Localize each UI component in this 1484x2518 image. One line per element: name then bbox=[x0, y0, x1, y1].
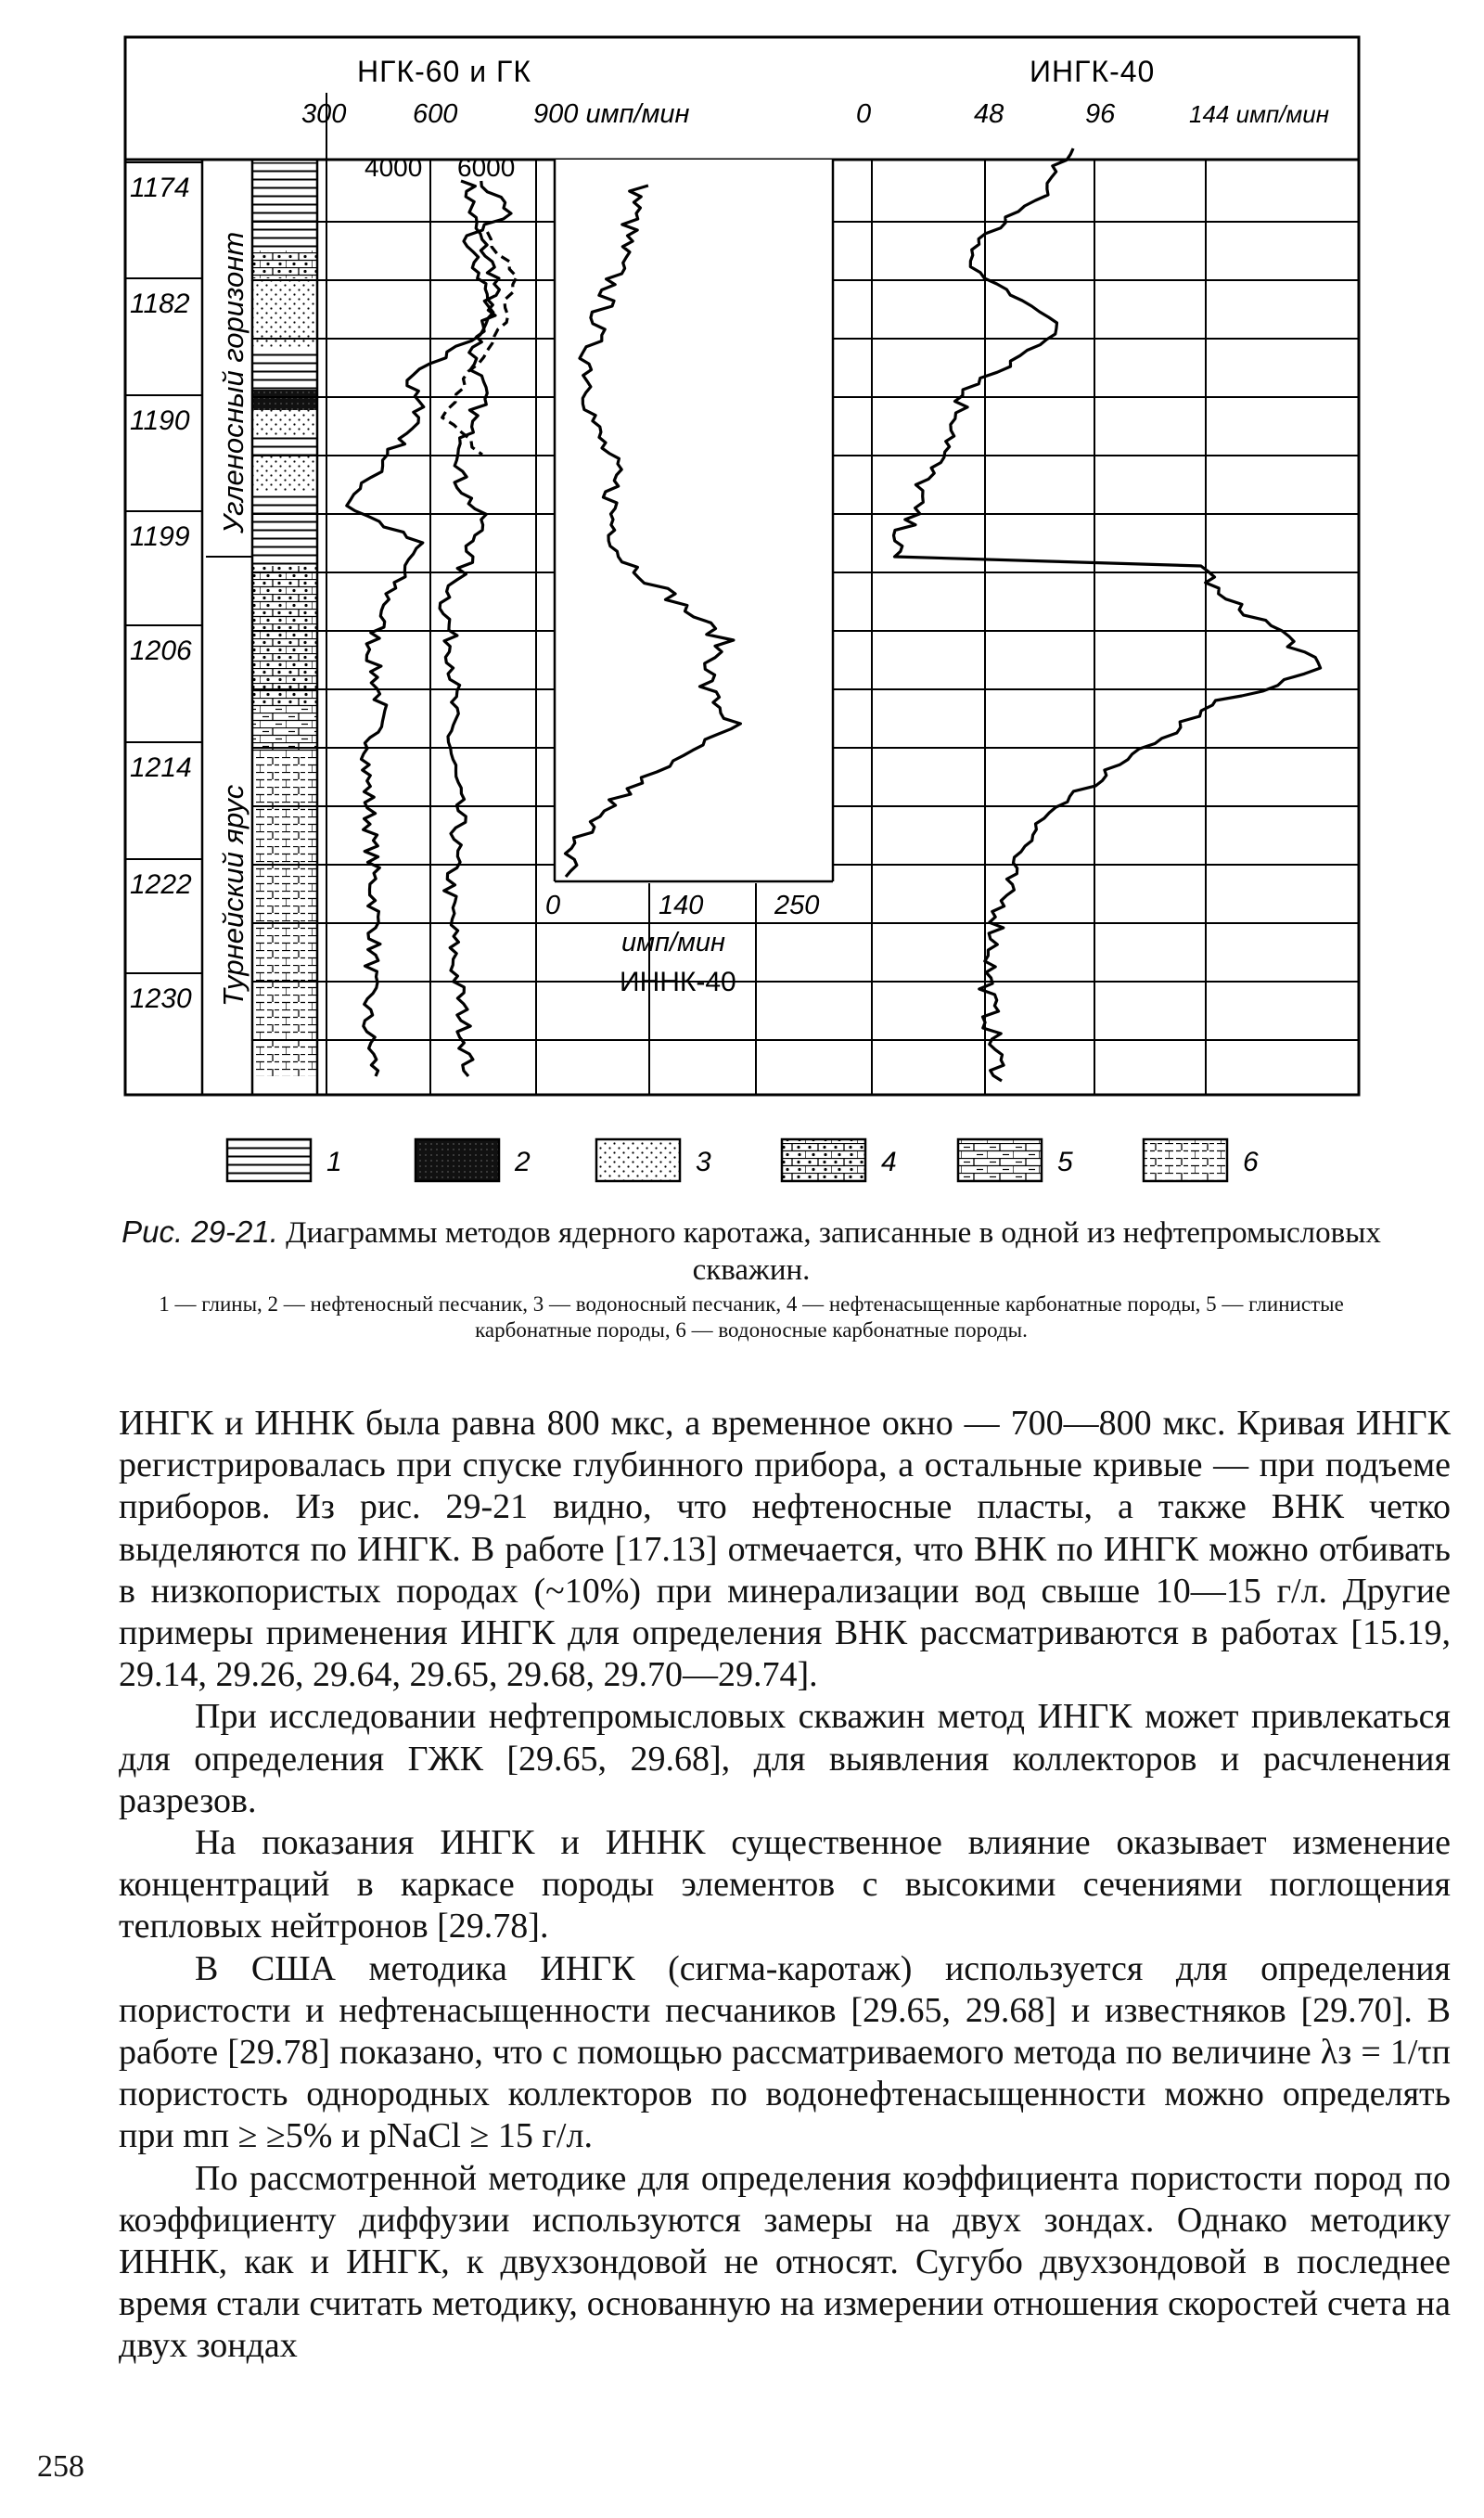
depth-label-1174: 1174 bbox=[130, 173, 190, 203]
header-right: ИНГК-40 bbox=[1030, 55, 1156, 88]
stage-label: Турнейский ярус bbox=[217, 784, 249, 1007]
ingk-40-curve bbox=[894, 148, 1321, 1081]
lithology-column bbox=[252, 160, 317, 1095]
figure-caption bbox=[102, 1214, 1401, 1289]
innk-units: имп/мин bbox=[621, 928, 725, 957]
depth-label-1206: 1206 bbox=[130, 636, 192, 666]
scale-left-600: 600 bbox=[413, 99, 458, 129]
legend-swatch-2 bbox=[416, 1139, 499, 1181]
paragraph-2: При исследовании нефтепромысловых скважин метод ИНГК может привлекаться для определения ГЖК [29.65, 29.68], для выявления коллекторов и расчленения разрезов. bbox=[119, 1697, 1451, 1820]
scale-right-96: 96 bbox=[1085, 99, 1116, 129]
legend-swatch-1 bbox=[227, 1139, 311, 1181]
inner-scale-6000: 6000 bbox=[457, 153, 516, 182]
innk-label: ИННК-40 bbox=[620, 967, 736, 997]
depth-label-1190: 1190 bbox=[130, 405, 190, 436]
legend-swatch-5 bbox=[958, 1139, 1042, 1181]
scale-left-900: 900 имп/мин bbox=[533, 99, 690, 129]
legend-label-5: 5 bbox=[1057, 1147, 1073, 1177]
legend-label-4: 4 bbox=[881, 1147, 897, 1177]
scale-left-300: 300 bbox=[301, 99, 347, 129]
page-number: 258 bbox=[37, 2449, 84, 2484]
paragraph-3: На показания ИНГК и ИННК существенное влияние оказывает изменение концентраций в каркасе породы элементов с высокими сечениями поглощения тепловых нейтронов [29.78]. bbox=[119, 1823, 1451, 1946]
scale-right-144: 144 имп/мин bbox=[1189, 100, 1330, 128]
figure-legend-text: 1 — глины, 2 — нефтеносный песчаник, 3 — водоносный песчаник, 4 — нефтенасыщенные карбонатные породы, 5 — глинистые карбонатные породы, 6 — водоносные карбонатные породы. bbox=[159, 1292, 1344, 1342]
legend-label-2: 2 bbox=[515, 1147, 531, 1177]
paragraph-5: По рассмотренной методике для определения коэффициента пористости пород по коэффициенту диффузии используются замеры на двух зондах. Однако методику ИННК, как и ИНГК, к двухзондовой не относят. Сугубо двухзондовой в последнее время стали считать методику, основанную на измерении отношения скоростей счета на двух зондах bbox=[119, 2158, 1451, 2366]
figure-number: Рис. 29-21. bbox=[122, 1214, 278, 1249]
figure-title: Диаграммы методов ядерного каротажа, записанные в одной из нефтепромысловых скважин. bbox=[286, 1216, 1381, 1287]
horizon-label: Угленосный горизонт bbox=[217, 231, 249, 533]
legend-label-1: 1 bbox=[326, 1147, 342, 1177]
legend-label-6: 6 bbox=[1243, 1147, 1259, 1177]
innk-scale-250: 250 bbox=[774, 891, 820, 920]
depth-label-1214: 1214 bbox=[130, 752, 192, 783]
innk-scale-0: 0 bbox=[545, 891, 561, 920]
legend-swatch-3 bbox=[596, 1139, 680, 1181]
legend-swatch-4 bbox=[782, 1139, 865, 1181]
depth-label-1199: 1199 bbox=[130, 521, 190, 552]
ngk-60-curve bbox=[347, 181, 500, 1076]
lithology-legend bbox=[227, 1139, 1259, 1181]
legend-label-3: 3 bbox=[696, 1147, 711, 1177]
body-text bbox=[119, 1403, 1451, 2368]
paragraph-1: ИНГК и ИННК была равна 800 мкс, а временное окно — 700—800 мкс. Кривая ИНГК регистрировалась при спуске глубинного прибора, а остальные кривые — при подъеме приборов. Из рис. 29-21 видно, что нефтеносные пласты, а также ВНК четко выделяются по ИНГК. В работе [17.13] отмечается, что ВНК по ИНГК можно отбивать в низкопористых породах (~10%) при минерализации вод свыше 10—15 г/л. Другие примеры применения ИНГК для определения ВНК рассматриваются в работах [15.19, 29.14, 29.26, 29.64, 29.65, 29.68, 29.70—29.74]. bbox=[119, 1404, 1451, 1695]
legend-swatch-6 bbox=[1144, 1139, 1227, 1181]
depth-label-1230: 1230 bbox=[130, 983, 192, 1014]
depth-label-1222: 1222 bbox=[130, 869, 192, 900]
scale-right-48: 48 bbox=[974, 99, 1004, 129]
header-left: НГК-60 и ГК bbox=[357, 55, 531, 88]
paragraph-4: В США методика ИНГК (сигма-каротаж) используется для определения пористости и нефтенасыщенности песчаников [29.65, 29.68] и известняков [29.70]. В работе [29.78] показано, что с помощью рассматриваемого метода по величине λз = 1/τп пористость однородных коллекторов по водонефтенасыщенности можно определять при mп ≥ ≥5% и pNaCl ≥ 15 г/л. bbox=[119, 1948, 1451, 2156]
depth-label-1182: 1182 bbox=[130, 289, 190, 319]
gk-curve bbox=[440, 181, 511, 1076]
scale-right-0: 0 bbox=[856, 99, 872, 129]
inner-scale-4000: 4000 bbox=[365, 153, 423, 182]
innk-scale-140: 140 bbox=[659, 891, 704, 920]
